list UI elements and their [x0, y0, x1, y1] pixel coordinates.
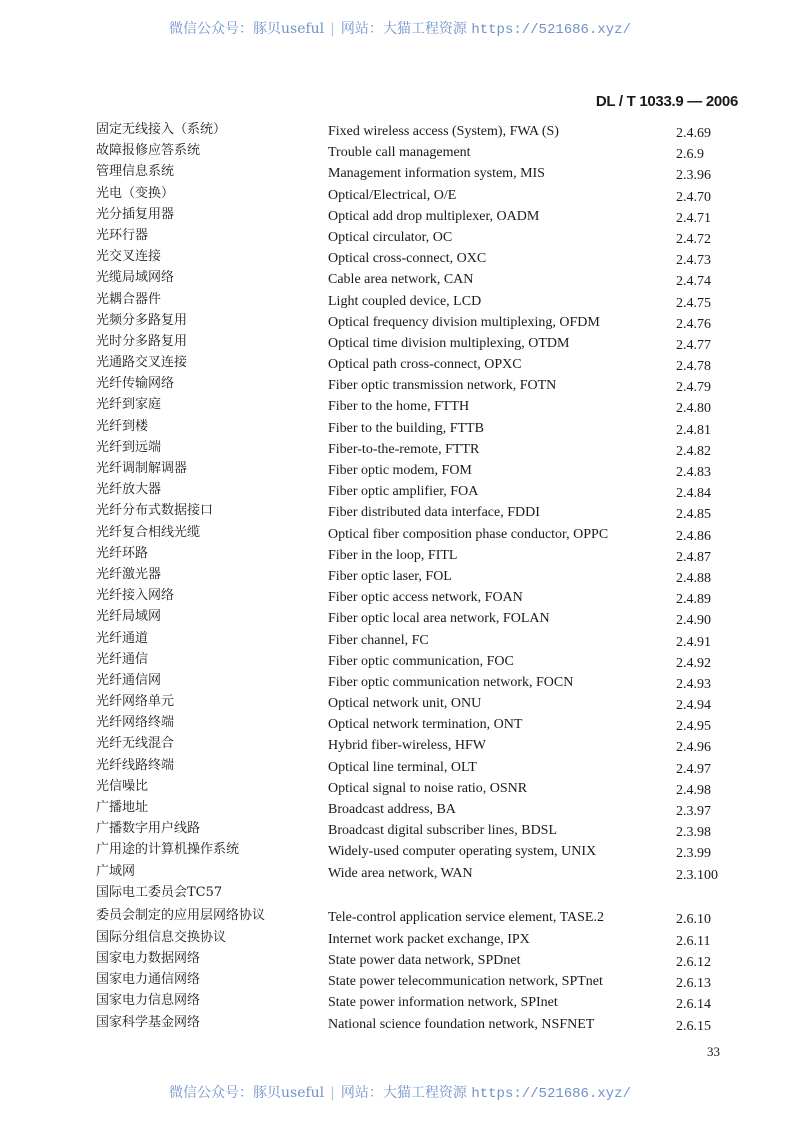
- term-english: Optical time division multiplexing, OTDM: [328, 335, 570, 351]
- term-entry: [0, 712, 800, 733]
- term-entry: [0, 543, 800, 564]
- term-entry: [0, 500, 800, 521]
- term-chinese: 固定无线接入（系统）: [96, 122, 227, 137]
- term-chinese: 光纤环路: [96, 545, 149, 561]
- term-chinese: 光纤放大器: [96, 482, 162, 498]
- term-chinese: 光纤网络单元: [96, 694, 175, 710]
- term-chinese: 光纤复合相线光缆: [96, 524, 201, 540]
- term-entry: [0, 394, 800, 415]
- term-entry: [0, 628, 800, 649]
- term-chinese: 光纤线路终端: [96, 757, 175, 773]
- term-entry: [0, 564, 800, 585]
- page-number: 33: [707, 1044, 720, 1059]
- term-chinese: 光耦合器件: [96, 291, 162, 307]
- term-english: Optical path cross-connect, OPXC: [328, 357, 522, 373]
- term-entry: [0, 352, 800, 373]
- term-clause-number: 2.4.89: [676, 592, 711, 608]
- term-english: Fiber optic amplifier, FOA: [328, 484, 479, 500]
- term-clause-number: 2.4.87: [676, 549, 711, 565]
- term-english: Fiber in the loop, FITL: [328, 547, 458, 563]
- term-english: Management information system, MIS: [328, 166, 545, 182]
- term-entry: [0, 522, 800, 543]
- term-english: Tele-control application service element, TASE.2: [328, 909, 604, 925]
- term-clause-number: 2.4.73: [676, 253, 711, 269]
- term-chinese: 光缆局域网络: [96, 270, 175, 286]
- term-chinese: 光纤无线混合: [96, 736, 175, 752]
- term-chinese: 光纤传输网络: [96, 376, 175, 392]
- term-clause-number: 2.4.92: [676, 655, 711, 671]
- term-clause-number: 2.4.97: [676, 761, 711, 777]
- term-entry: [0, 310, 800, 331]
- term-entry: [0, 797, 800, 818]
- term-chinese: 光通路交叉连接: [96, 355, 188, 371]
- term-english: Broadcast digital subscriber lines, BDSL: [328, 823, 558, 839]
- term-chinese: 光纤通信网: [96, 672, 162, 688]
- term-clause-number: 2.3.98: [676, 825, 711, 841]
- term-chinese: 光环行器: [96, 227, 149, 243]
- term-chinese: 光时分多路复用: [96, 333, 188, 349]
- term-entry: [0, 225, 800, 246]
- term-entry: [0, 776, 800, 797]
- term-entry: [0, 691, 800, 712]
- watermark-site: 网站：大猫工程资源: [340, 21, 467, 37]
- term-clause-number: 2.6.12: [676, 954, 711, 970]
- term-english: Wide area network, WAN: [328, 865, 473, 881]
- term-chinese: 光信噪比: [96, 778, 149, 794]
- term-index-list: [0, 119, 800, 1033]
- term-entry: [0, 331, 800, 352]
- term-chinese: 光电（变换）: [96, 185, 175, 201]
- term-english: Fiber channel, FC: [328, 632, 429, 648]
- term-english: Widely-used computer operating system, UNIX: [328, 844, 597, 860]
- term-clause-number: 2.4.71: [676, 210, 711, 226]
- term-chinese: 光纤接入网络: [96, 588, 175, 604]
- term-entry: [0, 140, 800, 161]
- term-chinese: 光纤网络终端: [96, 715, 175, 731]
- term-clause-number: 2.4.86: [676, 528, 711, 544]
- term-chinese: 广域网: [96, 863, 136, 879]
- term-entry: [0, 839, 800, 860]
- term-chinese: 光纤到楼: [96, 418, 149, 434]
- term-english: Fixed wireless access (System), FWA (S): [328, 124, 559, 139]
- term-chinese: 管理信息系统: [96, 164, 175, 180]
- term-entry: [0, 927, 800, 948]
- watermark-url: https://521686.xyz/: [471, 22, 631, 38]
- term-english: National science foundation network, NSFNET: [328, 1016, 595, 1032]
- term-clause-number: 2.4.94: [676, 698, 711, 714]
- term-entry: [0, 948, 800, 969]
- term-chinese: 广用途的计算机操作系统: [96, 842, 240, 858]
- term-english: Optical network termination, ONT: [328, 717, 523, 733]
- term-clause-number: 2.4.93: [676, 676, 711, 692]
- term-english: Optical/Electrical, O/E: [328, 187, 457, 203]
- watermark-prefix: 微信公众号：豚贝useful: [169, 21, 325, 37]
- term-english: Hybrid fiber-wireless, HFW: [328, 738, 486, 754]
- term-entry: [0, 969, 800, 990]
- term-entry: [0, 437, 800, 458]
- term-entry: [0, 416, 800, 437]
- term-chinese: 光交叉连接: [96, 249, 162, 265]
- watermark-separator: |: [330, 1085, 335, 1101]
- term-entry: [0, 161, 800, 182]
- term-entry: [0, 861, 800, 882]
- term-clause-number: 2.3.97: [676, 804, 711, 819]
- term-chinese: 光纤调制解调器: [96, 461, 188, 476]
- term-chinese: 光纤到远端: [96, 439, 162, 455]
- term-clause-number: 2.4.85: [676, 507, 711, 523]
- term-entry: [0, 990, 800, 1011]
- term-english: Optical signal to noise ratio, OSNR: [328, 780, 528, 796]
- term-clause-number: 2.4.77: [676, 337, 711, 353]
- term-entry: [0, 882, 800, 927]
- watermark-url: https://521686.xyz/: [471, 1086, 631, 1102]
- term-entry: [0, 458, 800, 479]
- term-chinese: 广播地址: [96, 800, 149, 815]
- term-english: Fiber optic local area network, FOLAN: [328, 611, 550, 627]
- term-clause-number: 2.4.84: [676, 486, 711, 502]
- term-english: Fiber optic communication network, FOCN: [328, 674, 574, 690]
- term-chinese: 光纤到家庭: [96, 397, 162, 413]
- term-chinese: 光分插复用器: [96, 206, 175, 222]
- standard-number: DL / T 1033.9 — 2006: [595, 93, 738, 110]
- term-clause-number: 2.4.96: [676, 740, 711, 756]
- term-english: Internet work packet exchange, IPX: [328, 931, 530, 947]
- term-english: Trouble call management: [328, 145, 471, 161]
- term-english: Optical frequency division multiplexing, OFDM: [328, 314, 600, 330]
- term-clause-number: 2.4.90: [676, 613, 711, 629]
- term-chinese: 故障报修应答系统: [96, 143, 201, 159]
- term-chinese: 国家电力信息网络: [96, 993, 201, 1009]
- term-chinese: 光频分多路复用: [96, 312, 188, 328]
- term-entry: [0, 670, 800, 691]
- term-entry: [0, 649, 800, 670]
- term-entry: [0, 818, 800, 839]
- term-chinese: 广播数字用户线路: [96, 821, 201, 837]
- term-clause-number: 2.6.15: [676, 1018, 711, 1034]
- term-clause-number: 2.3.96: [676, 168, 711, 184]
- term-chinese: 国家电力数据网络: [96, 950, 201, 966]
- term-chinese: 光纤分布式数据接口: [96, 503, 214, 519]
- term-entry: [0, 373, 800, 394]
- term-clause-number: 2.4.69: [676, 126, 711, 141]
- term-clause-number: 2.6.11: [676, 933, 711, 949]
- term-clause-number: 2.4.78: [676, 359, 711, 375]
- term-english: State power telecommunication network, SPTnet: [328, 974, 603, 990]
- watermark-bottom: [0, 1082, 800, 1102]
- term-clause-number: 2.4.91: [676, 634, 711, 650]
- term-chinese: 国家科学基金网络: [96, 1014, 201, 1030]
- term-chinese: 国际分组信息交换协议: [96, 929, 227, 945]
- term-entry: [0, 183, 800, 204]
- term-chinese: 国家电力通信网络: [96, 972, 201, 988]
- term-clause-number: 2.6.10: [676, 911, 711, 927]
- term-english: Optical network unit, ONU: [328, 696, 482, 712]
- term-chinese: 光纤通信: [96, 651, 149, 667]
- term-clause-number: 2.4.98: [676, 782, 711, 798]
- term-clause-number: 2.6.14: [676, 997, 711, 1013]
- term-clause-number: 2.4.70: [676, 189, 711, 205]
- term-entry: [0, 606, 800, 627]
- term-english: Fiber optic communication, FOC: [328, 653, 514, 669]
- term-english: Fiber optic laser, FOL: [328, 568, 452, 584]
- term-clause-number: 2.4.79: [676, 380, 711, 396]
- term-english: Fiber to the building, FTTB: [328, 420, 484, 436]
- term-clause-number: 2.6.13: [676, 976, 711, 992]
- term-entry: [0, 1012, 800, 1033]
- term-clause-number: 2.4.82: [676, 443, 711, 459]
- term-chinese: 光纤局域网: [96, 609, 162, 625]
- term-english: Optical cross-connect, OXC: [328, 251, 487, 267]
- term-english: Optical fiber composition phase conductor, OPPC: [328, 526, 609, 542]
- term-english: Fiber optic transmission network, FOTN: [328, 378, 557, 394]
- term-english: Light coupled device, LCD: [328, 293, 482, 309]
- term-english: Optical line terminal, OLT: [328, 759, 477, 775]
- term-entry: [0, 289, 800, 310]
- term-clause-number: 2.4.75: [676, 295, 711, 311]
- term-english: State power data network, SPDnet: [328, 952, 521, 968]
- term-clause-number: 2.6.9: [676, 147, 704, 163]
- term-clause-number: 2.3.100: [676, 867, 718, 883]
- term-entry: [0, 246, 800, 267]
- term-clause-number: 2.4.88: [676, 570, 711, 586]
- term-english: Broadcast address, BA: [328, 802, 456, 817]
- term-clause-number: 2.4.72: [676, 231, 711, 247]
- term-chinese: 光纤通道: [96, 630, 149, 646]
- term-clause-number: 2.4.83: [676, 465, 711, 480]
- term-entry: [0, 479, 800, 500]
- watermark-site: 网站：大猫工程资源: [340, 1085, 467, 1101]
- term-english: Optical circulator, OC: [328, 229, 453, 245]
- term-entry: [0, 733, 800, 754]
- term-clause-number: 2.4.76: [676, 316, 711, 332]
- term-english: Cable area network, CAN: [328, 272, 474, 288]
- watermark-top: [0, 18, 800, 38]
- term-entry: [0, 119, 800, 140]
- term-chinese: 光纤激光器: [96, 566, 162, 582]
- term-english: Optical add drop multiplexer, OADM: [328, 208, 540, 224]
- term-english: Fiber optic access network, FOAN: [328, 590, 523, 606]
- term-english: State power information network, SPInet: [328, 995, 558, 1011]
- term-entry: [0, 585, 800, 606]
- term-chinese-line1: 国际电工委员会TC57: [96, 884, 223, 900]
- watermark-separator: |: [330, 21, 335, 37]
- term-chinese: 委员会制定的应用层网络协议: [96, 907, 266, 923]
- term-entry: [0, 267, 800, 288]
- term-english: Fiber-to-the-remote, FTTR: [328, 441, 480, 457]
- term-clause-number: 2.4.80: [676, 401, 711, 417]
- term-entry: [0, 755, 800, 776]
- watermark-prefix: 微信公众号：豚贝useful: [169, 1085, 325, 1101]
- term-clause-number: 2.3.99: [676, 846, 711, 862]
- term-clause-number: 2.4.74: [676, 274, 711, 290]
- term-entry: [0, 204, 800, 225]
- term-english: Fiber to the home, FTTH: [328, 399, 470, 415]
- term-english: Fiber distributed data interface, FDDI: [328, 505, 540, 521]
- term-clause-number: 2.4.95: [676, 719, 711, 735]
- term-english: Fiber optic modem, FOM: [328, 463, 472, 478]
- term-clause-number: 2.4.81: [676, 422, 711, 438]
